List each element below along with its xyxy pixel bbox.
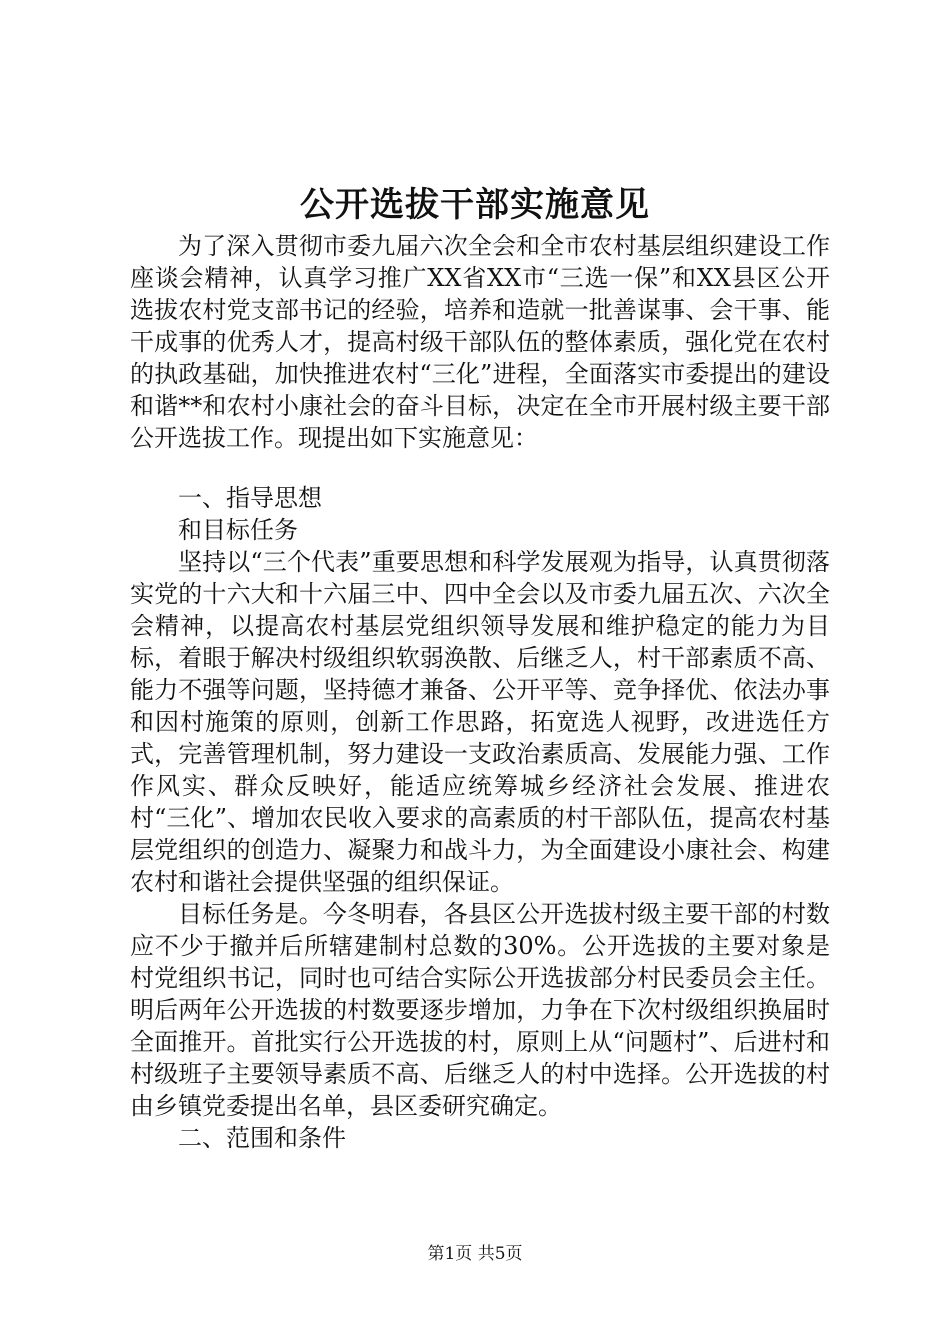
section1-heading: 一、指导思想 bbox=[178, 484, 322, 512]
page-number-footer: 第1页 共5页 bbox=[427, 1244, 523, 1264]
paragraph-spacer bbox=[130, 454, 830, 482]
document-body bbox=[130, 230, 830, 1154]
section2-heading: 二、范围和条件 bbox=[178, 1124, 346, 1152]
section1-subheading: 和目标任务 bbox=[178, 516, 298, 544]
section1-paragraph-targets: 目标任务是。今冬明春，各县区公开选拔村级主要干部的村数应不少于撤并后所辖建制村总数的30%。公开选拔的主要对象是村党组织书记，同时也可结合实际公开选拔部分村民委员会主任。明后两年公开选拔的村数要逐步增加，力争在下次村级组织换届时全面推开。首批实行公开选拔的村，原则上从“问题村”、后进村和村级班子主要领导素质不高、后继乏人的村中选择。公开选拔的村由乡镇党委提出名单，县区委研究确定。 bbox=[130, 900, 830, 1120]
section1-paragraph-guiding: 坚持以“三个代表”重要思想和科学发展观为指导，认真贯彻落实党的十六大和十六届三中、四中全会以及市委九届五次、六次全会精神，以提高农村基层党组织领导发展和维护稳定的能力为目标，着眼于解决村级组织软弱涣散、后继乏人，村干部素质不高、能力不强等问题，坚持德才兼备、公开平等、竞争择优、依法办事和因村施策的原则，创新工作思路，拓宽选人视野，改进选任方式，完善管理机制，努力建设一支政治素质高、发展能力强、工作作风实、群众反映好，能适应统筹城乡经济社会发展、推进农村“三化”、增加农民收入要求的高素质的村干部队伍，提高农村基层党组织的创造力、凝聚力和战斗力，为全面建设小康社会、构建农村和谐社会提供坚强的组织保证。 bbox=[130, 548, 830, 896]
intro-paragraph: 为了深入贯彻市委九届六次全会和全市农村基层组织建设工作座谈会精神，认真学习推广XX省XX市“三选一保”和XX县区公开选拔农村党支部书记的经验，培养和造就一批善谋事、会干事、能干成事的优秀人才，提高村级干部队伍的整体素质，强化党在农村的执政基础，加快推进农村“三化”进程，全面落实市委提出的建设和谐**和农村小康社会的奋斗目标，决定在全市开展村级主要干部公开选拔工作。现提出如下实施意见： bbox=[130, 232, 830, 452]
document-title: 公开选拔干部实施意见 bbox=[300, 185, 650, 225]
